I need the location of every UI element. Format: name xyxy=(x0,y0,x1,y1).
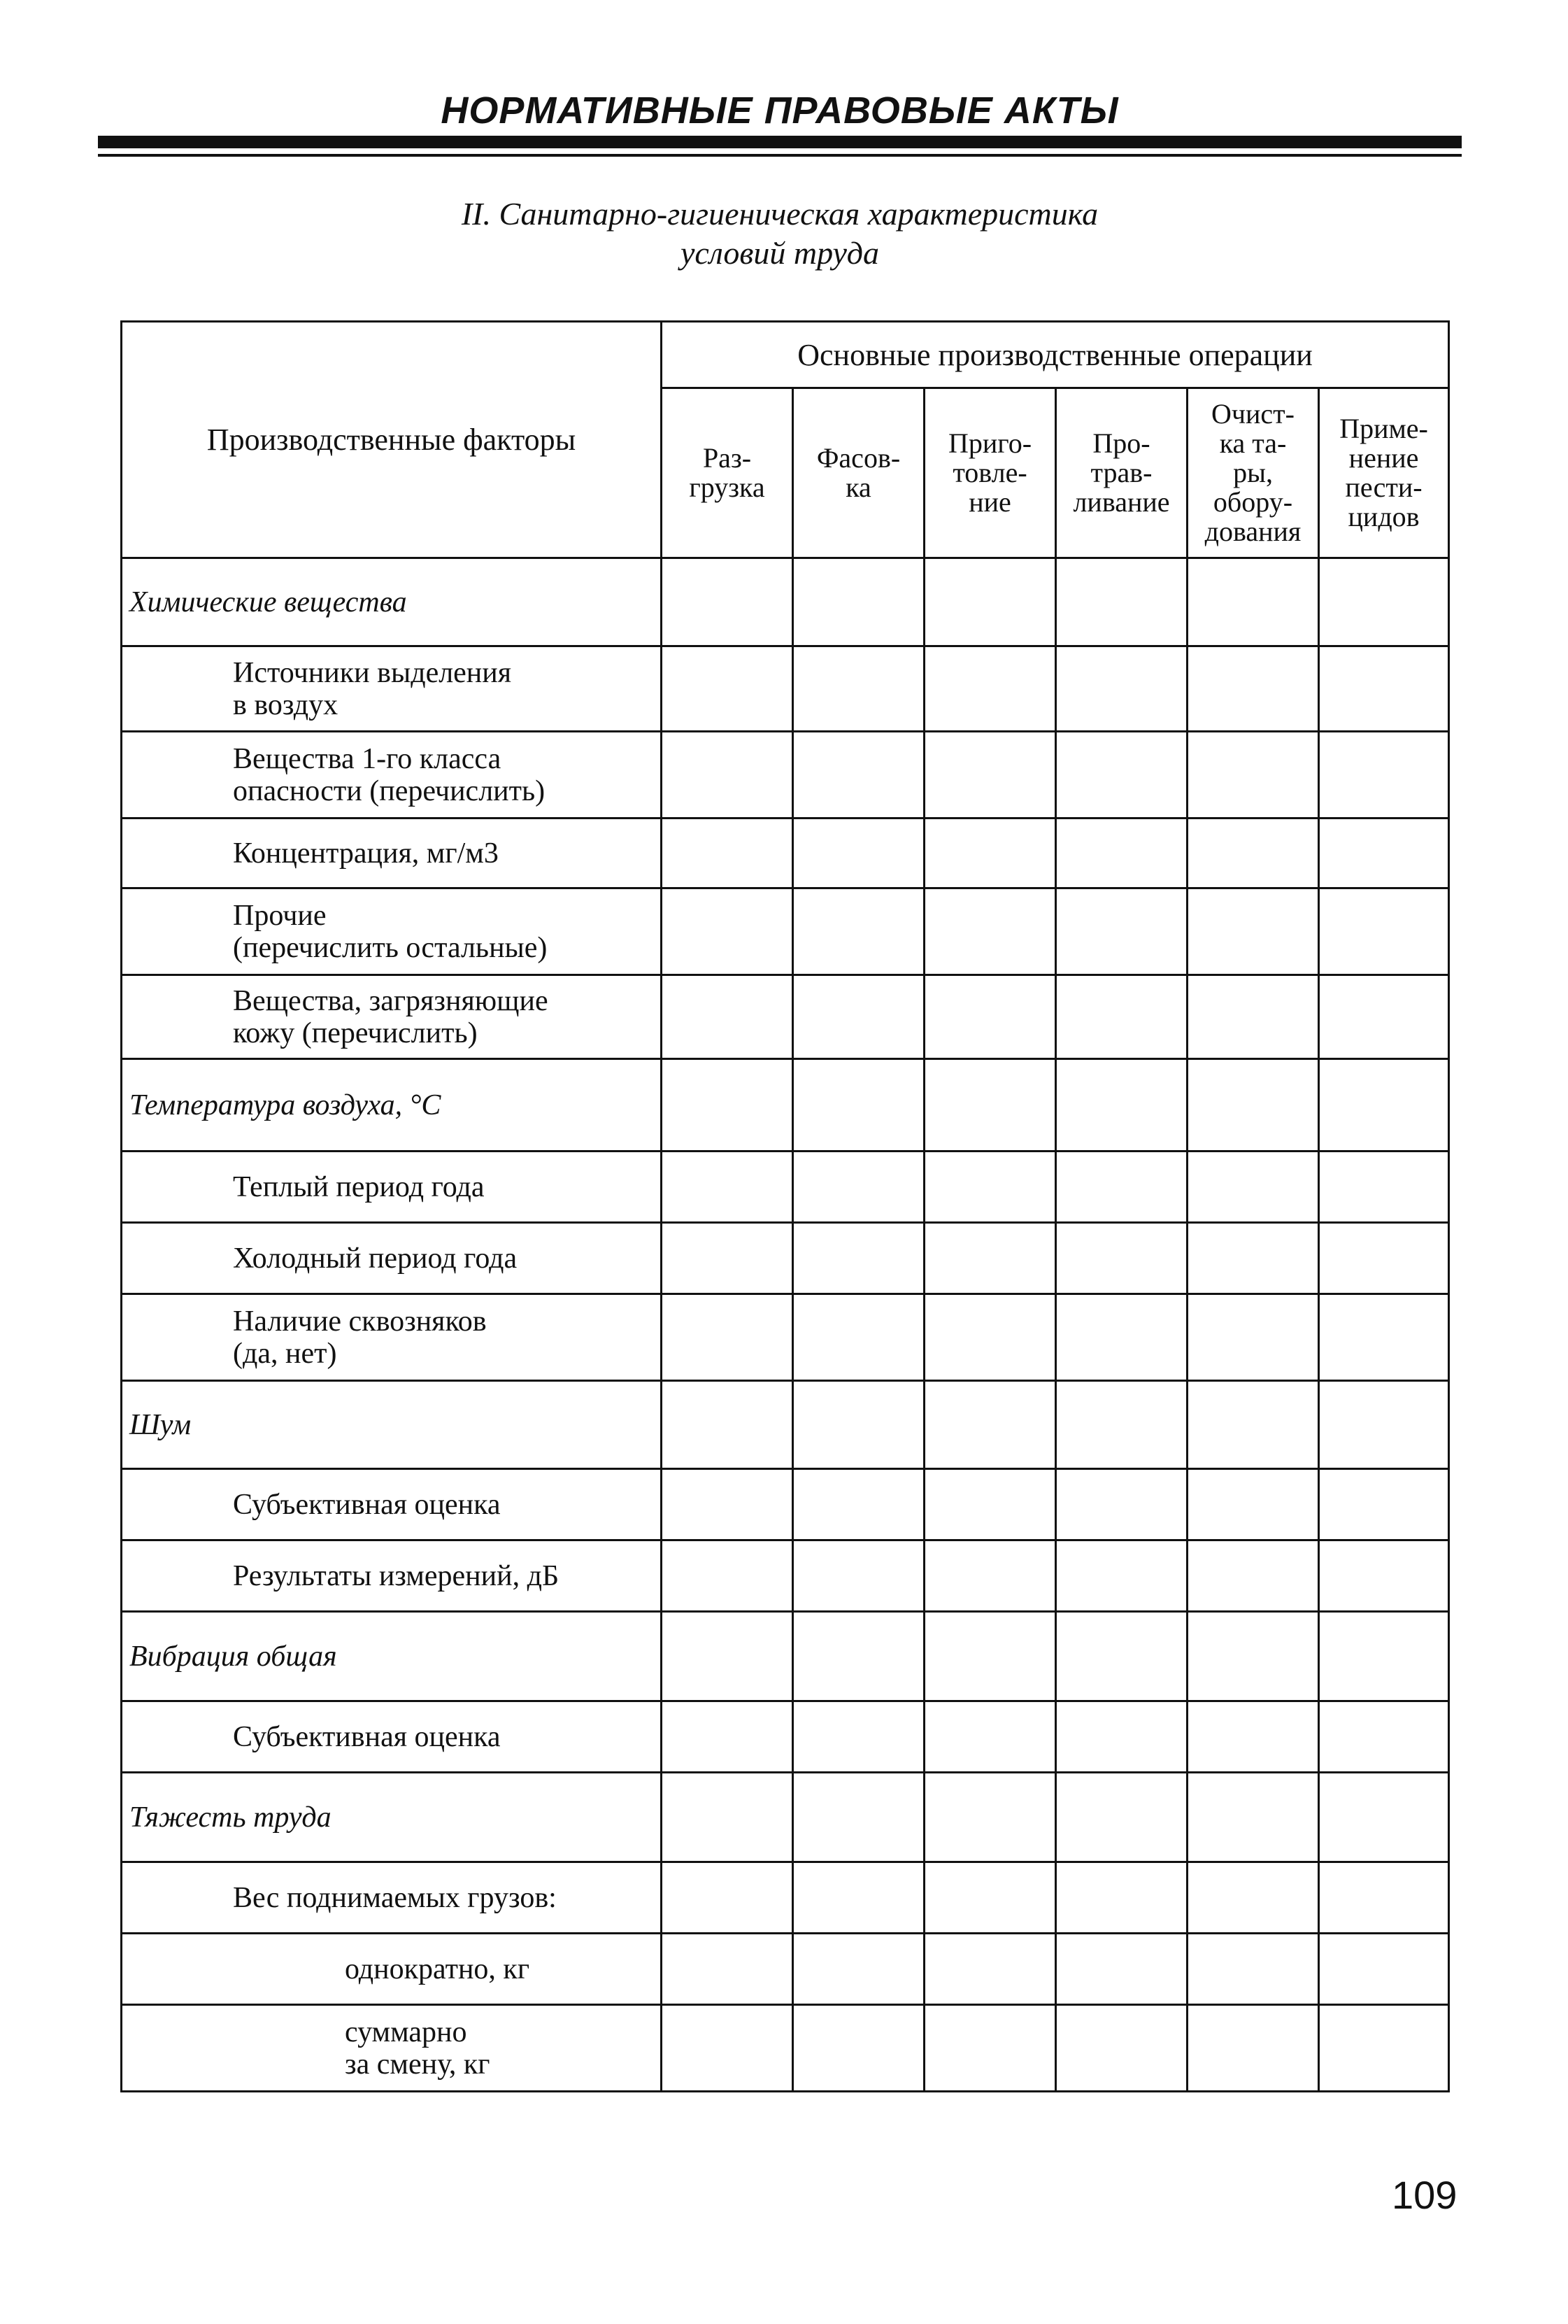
empty-entry-cell[interactable] xyxy=(662,1612,793,1701)
empty-entry-cell[interactable] xyxy=(925,732,1056,819)
empty-entry-cell[interactable] xyxy=(1056,1862,1188,1934)
empty-entry-cell[interactable] xyxy=(1056,1152,1188,1223)
empty-entry-cell[interactable] xyxy=(925,1223,1056,1294)
empty-entry-cell[interactable] xyxy=(1319,1773,1449,1862)
table-row xyxy=(122,732,1449,819)
factor-item-label: Прочие (перечислить остальные) xyxy=(122,888,662,975)
operation-header: Раз- грузка xyxy=(662,388,793,558)
empty-entry-cell[interactable] xyxy=(793,1862,925,1934)
empty-entry-cell[interactable] xyxy=(1056,1934,1188,2005)
empty-entry-cell[interactable] xyxy=(1319,888,1449,975)
operation-header: Фасов- ка xyxy=(793,388,925,558)
empty-entry-cell[interactable] xyxy=(1319,2005,1449,2092)
empty-entry-cell[interactable] xyxy=(1188,2005,1319,2092)
header-rule-thin xyxy=(98,154,1462,157)
empty-entry-cell[interactable] xyxy=(1319,646,1449,732)
empty-entry-cell[interactable] xyxy=(1319,975,1449,1059)
empty-entry-cell[interactable] xyxy=(793,1540,925,1612)
factor-item-label: Концентрация, мг/м3 xyxy=(122,819,662,888)
empty-entry-cell[interactable] xyxy=(662,1540,793,1612)
factor-item-label: суммарно за смену, кг xyxy=(122,2005,662,2092)
table-row xyxy=(122,1223,1449,1294)
empty-entry-cell[interactable] xyxy=(1056,1294,1188,1381)
empty-entry-cell[interactable] xyxy=(662,975,793,1059)
operation-header: Приго- товле- ние xyxy=(925,388,1056,558)
empty-entry-cell[interactable] xyxy=(925,1294,1056,1381)
factor-item-label: Источники выделения в воздух xyxy=(122,646,662,732)
empty-entry-cell[interactable] xyxy=(1188,1773,1319,1862)
header-row-group xyxy=(122,322,1449,388)
section-title-line2: условий труда xyxy=(680,235,880,271)
table-row xyxy=(122,888,1449,975)
empty-entry-cell[interactable] xyxy=(1056,975,1188,1059)
empty-entry-cell[interactable] xyxy=(1188,1294,1319,1381)
empty-entry-cell[interactable] xyxy=(662,819,793,888)
empty-entry-cell[interactable] xyxy=(793,1381,925,1469)
empty-entry-cell[interactable] xyxy=(925,1862,1056,1934)
empty-entry-cell[interactable] xyxy=(793,975,925,1059)
empty-entry-cell[interactable] xyxy=(1319,1540,1449,1612)
empty-entry-cell[interactable] xyxy=(1319,1469,1449,1540)
empty-entry-cell[interactable] xyxy=(1188,1223,1319,1294)
empty-entry-cell[interactable] xyxy=(1056,1223,1188,1294)
factor-category-label: Вибрация общая xyxy=(122,1612,662,1701)
factor-item-label: однократно, кг xyxy=(122,1934,662,2005)
empty-entry-cell[interactable] xyxy=(793,888,925,975)
empty-entry-cell[interactable] xyxy=(1056,732,1188,819)
empty-entry-cell[interactable] xyxy=(1188,1701,1319,1773)
empty-entry-cell[interactable] xyxy=(793,1294,925,1381)
factor-category-label: Химические вещества xyxy=(122,558,662,646)
empty-entry-cell[interactable] xyxy=(1056,2005,1188,2092)
empty-entry-cell[interactable] xyxy=(662,732,793,819)
empty-entry-cell[interactable] xyxy=(1188,732,1319,819)
empty-entry-cell[interactable] xyxy=(1188,819,1319,888)
empty-entry-cell[interactable] xyxy=(793,646,925,732)
empty-entry-cell[interactable] xyxy=(1056,888,1188,975)
empty-entry-cell[interactable] xyxy=(1188,1059,1319,1152)
factor-category-label: Тяжесть труда xyxy=(122,1773,662,1862)
empty-entry-cell[interactable] xyxy=(662,646,793,732)
empty-entry-cell[interactable] xyxy=(1319,1381,1449,1469)
empty-entry-cell[interactable] xyxy=(925,1773,1056,1862)
empty-entry-cell[interactable] xyxy=(662,1152,793,1223)
empty-entry-cell[interactable] xyxy=(1319,1612,1449,1701)
table-row xyxy=(122,2005,1449,2092)
empty-entry-cell[interactable] xyxy=(662,1701,793,1773)
empty-entry-cell[interactable] xyxy=(1188,888,1319,975)
empty-entry-cell[interactable] xyxy=(925,1934,1056,2005)
empty-entry-cell[interactable] xyxy=(1188,1612,1319,1701)
empty-entry-cell[interactable] xyxy=(1319,1059,1449,1152)
empty-entry-cell[interactable] xyxy=(662,1381,793,1469)
factor-category-label: Шум xyxy=(122,1381,662,1469)
table-row xyxy=(122,1294,1449,1381)
empty-entry-cell[interactable] xyxy=(925,1469,1056,1540)
empty-entry-cell[interactable] xyxy=(1056,1773,1188,1862)
empty-entry-cell[interactable] xyxy=(925,1152,1056,1223)
empty-entry-cell[interactable] xyxy=(925,1381,1056,1469)
empty-entry-cell[interactable] xyxy=(793,1701,925,1773)
section-title xyxy=(98,194,1462,273)
empty-entry-cell[interactable] xyxy=(1319,558,1449,646)
empty-entry-cell[interactable] xyxy=(662,2005,793,2092)
empty-entry-cell[interactable] xyxy=(1056,1540,1188,1612)
empty-entry-cell[interactable] xyxy=(793,558,925,646)
empty-entry-cell[interactable] xyxy=(925,1612,1056,1701)
running-header: НОРМАТИВНЫЕ ПРАВОВЫЕ АКТЫ xyxy=(441,90,1119,132)
empty-entry-cell[interactable] xyxy=(925,819,1056,888)
empty-entry-cell[interactable] xyxy=(1188,1152,1319,1223)
table-row xyxy=(122,975,1449,1059)
table-row xyxy=(122,1152,1449,1223)
empty-entry-cell[interactable] xyxy=(1188,1469,1319,1540)
factor-item-label: Субъективная оценка xyxy=(122,1469,662,1540)
empty-entry-cell[interactable] xyxy=(1188,1540,1319,1612)
empty-entry-cell[interactable] xyxy=(925,1701,1056,1773)
empty-entry-cell[interactable] xyxy=(925,2005,1056,2092)
factor-category-label: Температура воздуха, °С xyxy=(122,1059,662,1152)
empty-entry-cell[interactable] xyxy=(662,1862,793,1934)
table-body xyxy=(122,558,1449,2092)
header-rule-thick xyxy=(98,136,1462,148)
empty-entry-cell[interactable] xyxy=(925,975,1056,1059)
empty-entry-cell[interactable] xyxy=(1319,1701,1449,1773)
empty-entry-cell[interactable] xyxy=(793,1773,925,1862)
empty-entry-cell[interactable] xyxy=(925,888,1056,975)
table-row xyxy=(122,1934,1449,2005)
empty-entry-cell[interactable] xyxy=(925,1059,1056,1152)
operation-header: Приме- нение пести- цидов xyxy=(1319,388,1449,558)
operation-header: Про- трав- ливание xyxy=(1056,388,1188,558)
empty-entry-cell[interactable] xyxy=(1188,1862,1319,1934)
empty-entry-cell[interactable] xyxy=(1319,1152,1449,1223)
empty-entry-cell[interactable] xyxy=(662,1059,793,1152)
factor-item-label: Субъективная оценка xyxy=(122,1701,662,1773)
empty-entry-cell[interactable] xyxy=(1056,1701,1188,1773)
table-row xyxy=(122,1059,1449,1152)
factor-item-label: Вещества 1-го класса опасности (перечислить) xyxy=(122,732,662,819)
empty-entry-cell[interactable] xyxy=(1319,1223,1449,1294)
factor-item-label: Наличие сквозняков (да, нет) xyxy=(122,1294,662,1381)
empty-entry-cell[interactable] xyxy=(662,1294,793,1381)
table-row xyxy=(122,1612,1449,1701)
factor-item-label: Вещества, загрязняющие кожу (перечислить) xyxy=(122,975,662,1059)
operations-group-header: Основные производственные операции xyxy=(662,322,1449,388)
table-row xyxy=(122,1773,1449,1862)
empty-entry-cell[interactable] xyxy=(793,1059,925,1152)
empty-entry-cell[interactable] xyxy=(1319,1934,1449,2005)
empty-entry-cell[interactable] xyxy=(1056,819,1188,888)
empty-entry-cell[interactable] xyxy=(662,1934,793,2005)
factor-item-label: Результаты измерений, дБ xyxy=(122,1540,662,1612)
working-conditions-table xyxy=(120,320,1450,2092)
empty-entry-cell[interactable] xyxy=(925,1540,1056,1612)
empty-entry-cell[interactable] xyxy=(1056,558,1188,646)
table-row xyxy=(122,646,1449,732)
factor-item-label: Холодный период года xyxy=(122,1223,662,1294)
factor-column-header: Производственные факторы xyxy=(122,322,662,558)
empty-entry-cell[interactable] xyxy=(1188,646,1319,732)
empty-entry-cell[interactable] xyxy=(1319,1294,1449,1381)
empty-entry-cell[interactable] xyxy=(1056,1381,1188,1469)
empty-entry-cell[interactable] xyxy=(1056,1612,1188,1701)
empty-entry-cell[interactable] xyxy=(662,1469,793,1540)
empty-entry-cell[interactable] xyxy=(662,558,793,646)
empty-entry-cell[interactable] xyxy=(1188,558,1319,646)
empty-entry-cell[interactable] xyxy=(793,2005,925,2092)
empty-entry-cell[interactable] xyxy=(1319,819,1449,888)
table-row xyxy=(122,1862,1449,1934)
operation-header: Очист- ка та- ры, обору- дования xyxy=(1188,388,1319,558)
empty-entry-cell[interactable] xyxy=(1188,1381,1319,1469)
empty-entry-cell[interactable] xyxy=(925,558,1056,646)
empty-entry-cell[interactable] xyxy=(1188,975,1319,1059)
table-row xyxy=(122,1469,1449,1540)
empty-entry-cell[interactable] xyxy=(793,732,925,819)
table-row xyxy=(122,1381,1449,1469)
empty-entry-cell[interactable] xyxy=(793,1223,925,1294)
empty-entry-cell[interactable] xyxy=(1319,732,1449,819)
empty-entry-cell[interactable] xyxy=(793,1469,925,1540)
section-title-line1: II. Санитарно-гигиеническая характеристика xyxy=(461,196,1099,232)
empty-entry-cell[interactable] xyxy=(793,819,925,888)
empty-entry-cell[interactable] xyxy=(1056,1469,1188,1540)
empty-entry-cell[interactable] xyxy=(793,1612,925,1701)
empty-entry-cell[interactable] xyxy=(1056,1059,1188,1152)
empty-entry-cell[interactable] xyxy=(793,1934,925,2005)
table-row xyxy=(122,558,1449,646)
factor-item-label: Теплый период года xyxy=(122,1152,662,1223)
page-number: 109 xyxy=(1392,2173,1457,2217)
empty-entry-cell[interactable] xyxy=(793,1152,925,1223)
table-row xyxy=(122,1701,1449,1773)
empty-entry-cell[interactable] xyxy=(662,1773,793,1862)
factor-item-label: Вес поднимаемых грузов: xyxy=(122,1862,662,1934)
empty-entry-cell[interactable] xyxy=(1319,1862,1449,1934)
empty-entry-cell[interactable] xyxy=(1056,646,1188,732)
empty-entry-cell[interactable] xyxy=(925,646,1056,732)
empty-entry-cell[interactable] xyxy=(662,888,793,975)
table-row xyxy=(122,819,1449,888)
empty-entry-cell[interactable] xyxy=(1188,1934,1319,2005)
empty-entry-cell[interactable] xyxy=(662,1223,793,1294)
table-row xyxy=(122,1540,1449,1612)
